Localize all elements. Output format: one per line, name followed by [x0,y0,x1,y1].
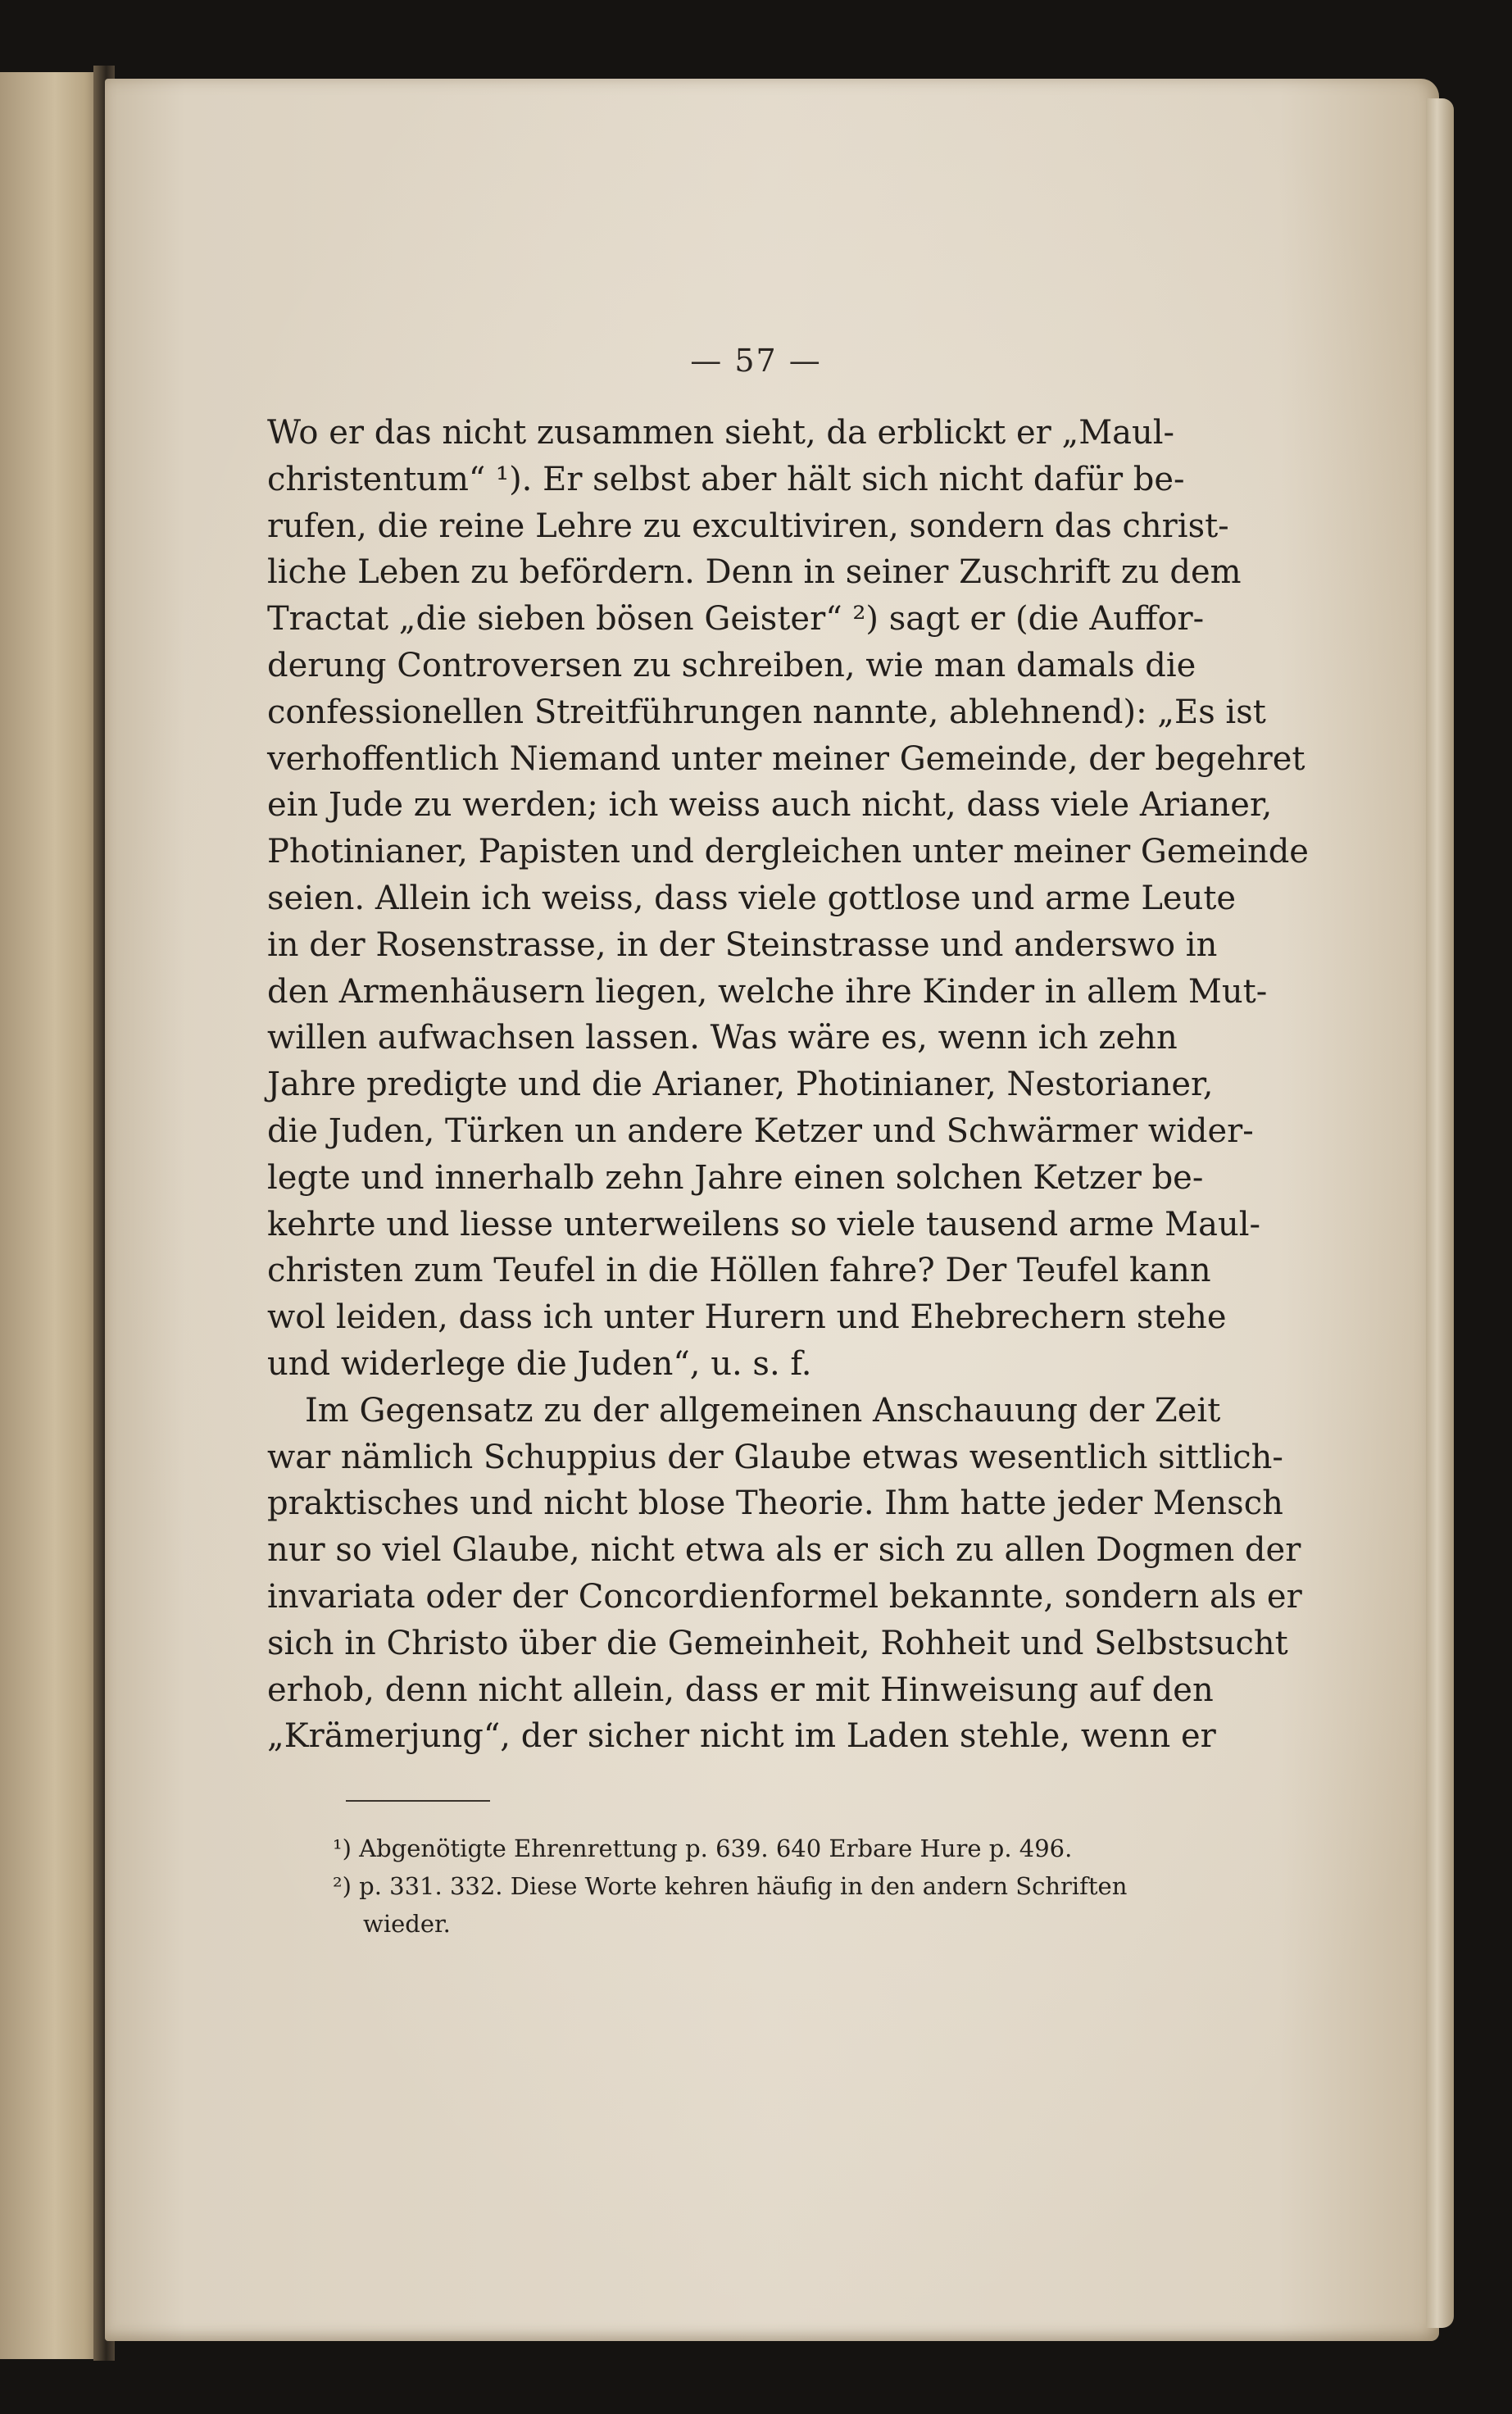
text-line: derung Controversen zu schreiben, wie man damals die [267,646,1196,684]
body-text [267,410,1309,1760]
footnotes [333,1830,1180,1943]
text-line: „Krämerjung“, der sicher nicht im Laden stehle, wenn er [267,1717,1216,1756]
text-line: in der Rosenstrasse, in der Steinstrasse und anderswo in [267,925,1218,964]
text-line: willen aufwachsen lassen. Was wäre es, wenn ich zehn [267,1019,1178,1057]
footnote: ¹) Abgenötigte Ehrenrettung p. 639. 640 Erbare Hure p. 496. [333,1834,1073,1862]
facing-page-edge [0,72,100,2359]
text-line: invariata oder der Concordienformel bekannte, sondern als er [267,1577,1302,1616]
footnote-divider [346,1800,490,1802]
text-line: erhob, denn nicht allein, dass er mit Hinweisung auf den [267,1671,1214,1709]
text-line: praktisches und nicht blose Theorie. Ihm hatte jeder Mensch [267,1484,1283,1523]
text-line: christentum“ ¹). Er selbst aber hält sich nicht dafür be- [267,460,1185,498]
text-line: Jahre predigte und die Arianer, Photinianer, Nestorianer, [267,1066,1214,1104]
text-line: war nämlich Schuppius der Glaube etwas wesentlich sittlich- [267,1438,1283,1476]
text-line: liche Leben zu befördern. Denn in seiner Zuschrift zu dem [267,553,1242,592]
text-line: sich in Christo über die Gemeinheit, Rohheit und Selbstsucht [267,1624,1288,1662]
text-line: kehrte und liesse unterweilens so viele tausend arme Maul- [267,1205,1261,1243]
page-number: — 57 — [690,343,822,379]
footnote-continuation: wieder. [363,1910,451,1938]
text-line: Photinianer, Papisten und dergleichen unter meiner Gemeinde [267,833,1309,871]
text-line: ein Jude zu werden; ich weiss auch nicht, dass viele Arianer, [267,786,1273,825]
text-line: die Juden, Türken un andere Ketzer und Schwärmer wider- [267,1112,1254,1150]
page-stack-edge [1426,98,1454,2328]
text-line: rufen, die reine Lehre zu excultiviren, sondern das christ- [267,507,1229,545]
text-line: den Armenhäusern liegen, welche ihre Kinder in allem Mut- [267,972,1268,1011]
text-line: legte und innerhalb zehn Jahre einen solchen Ketzer be- [267,1158,1204,1197]
text-line: seien. Allein ich weiss, dass viele gottlose und arme Leute [267,879,1237,917]
text-line: Wo er das nicht zusammen sieht, da erblickt er „Maul- [267,414,1175,452]
text-line: christen zum Teufel in die Höllen fahre? Der Teufel kann [267,1252,1211,1290]
text-line: Im Gegensatz zu der allgemeinen Anschauung der Zeit [305,1391,1221,1430]
text-line: Tractat „die sieben bösen Geister“ ²) sagt er (die Auffor- [267,600,1205,639]
text-line: verhoffentlich Niemand unter meiner Gemeinde, der begehret [267,739,1305,778]
text-line: wol leiden, dass ich unter Hurern und Ehebrechern stehe [267,1298,1227,1337]
footnote: ²) p. 331. 332. Diese Worte kehren häufig in den andern Schriften [333,1872,1128,1900]
text-line: und widerlege die Juden“, u. s. f. [267,1344,812,1383]
text-line: nur so viel Glaube, nicht etwa als er sich zu allen Dogmen der [267,1531,1301,1570]
text-line: confessionellen Streitführungen nannte, ablehnend): „Es ist [267,693,1266,731]
